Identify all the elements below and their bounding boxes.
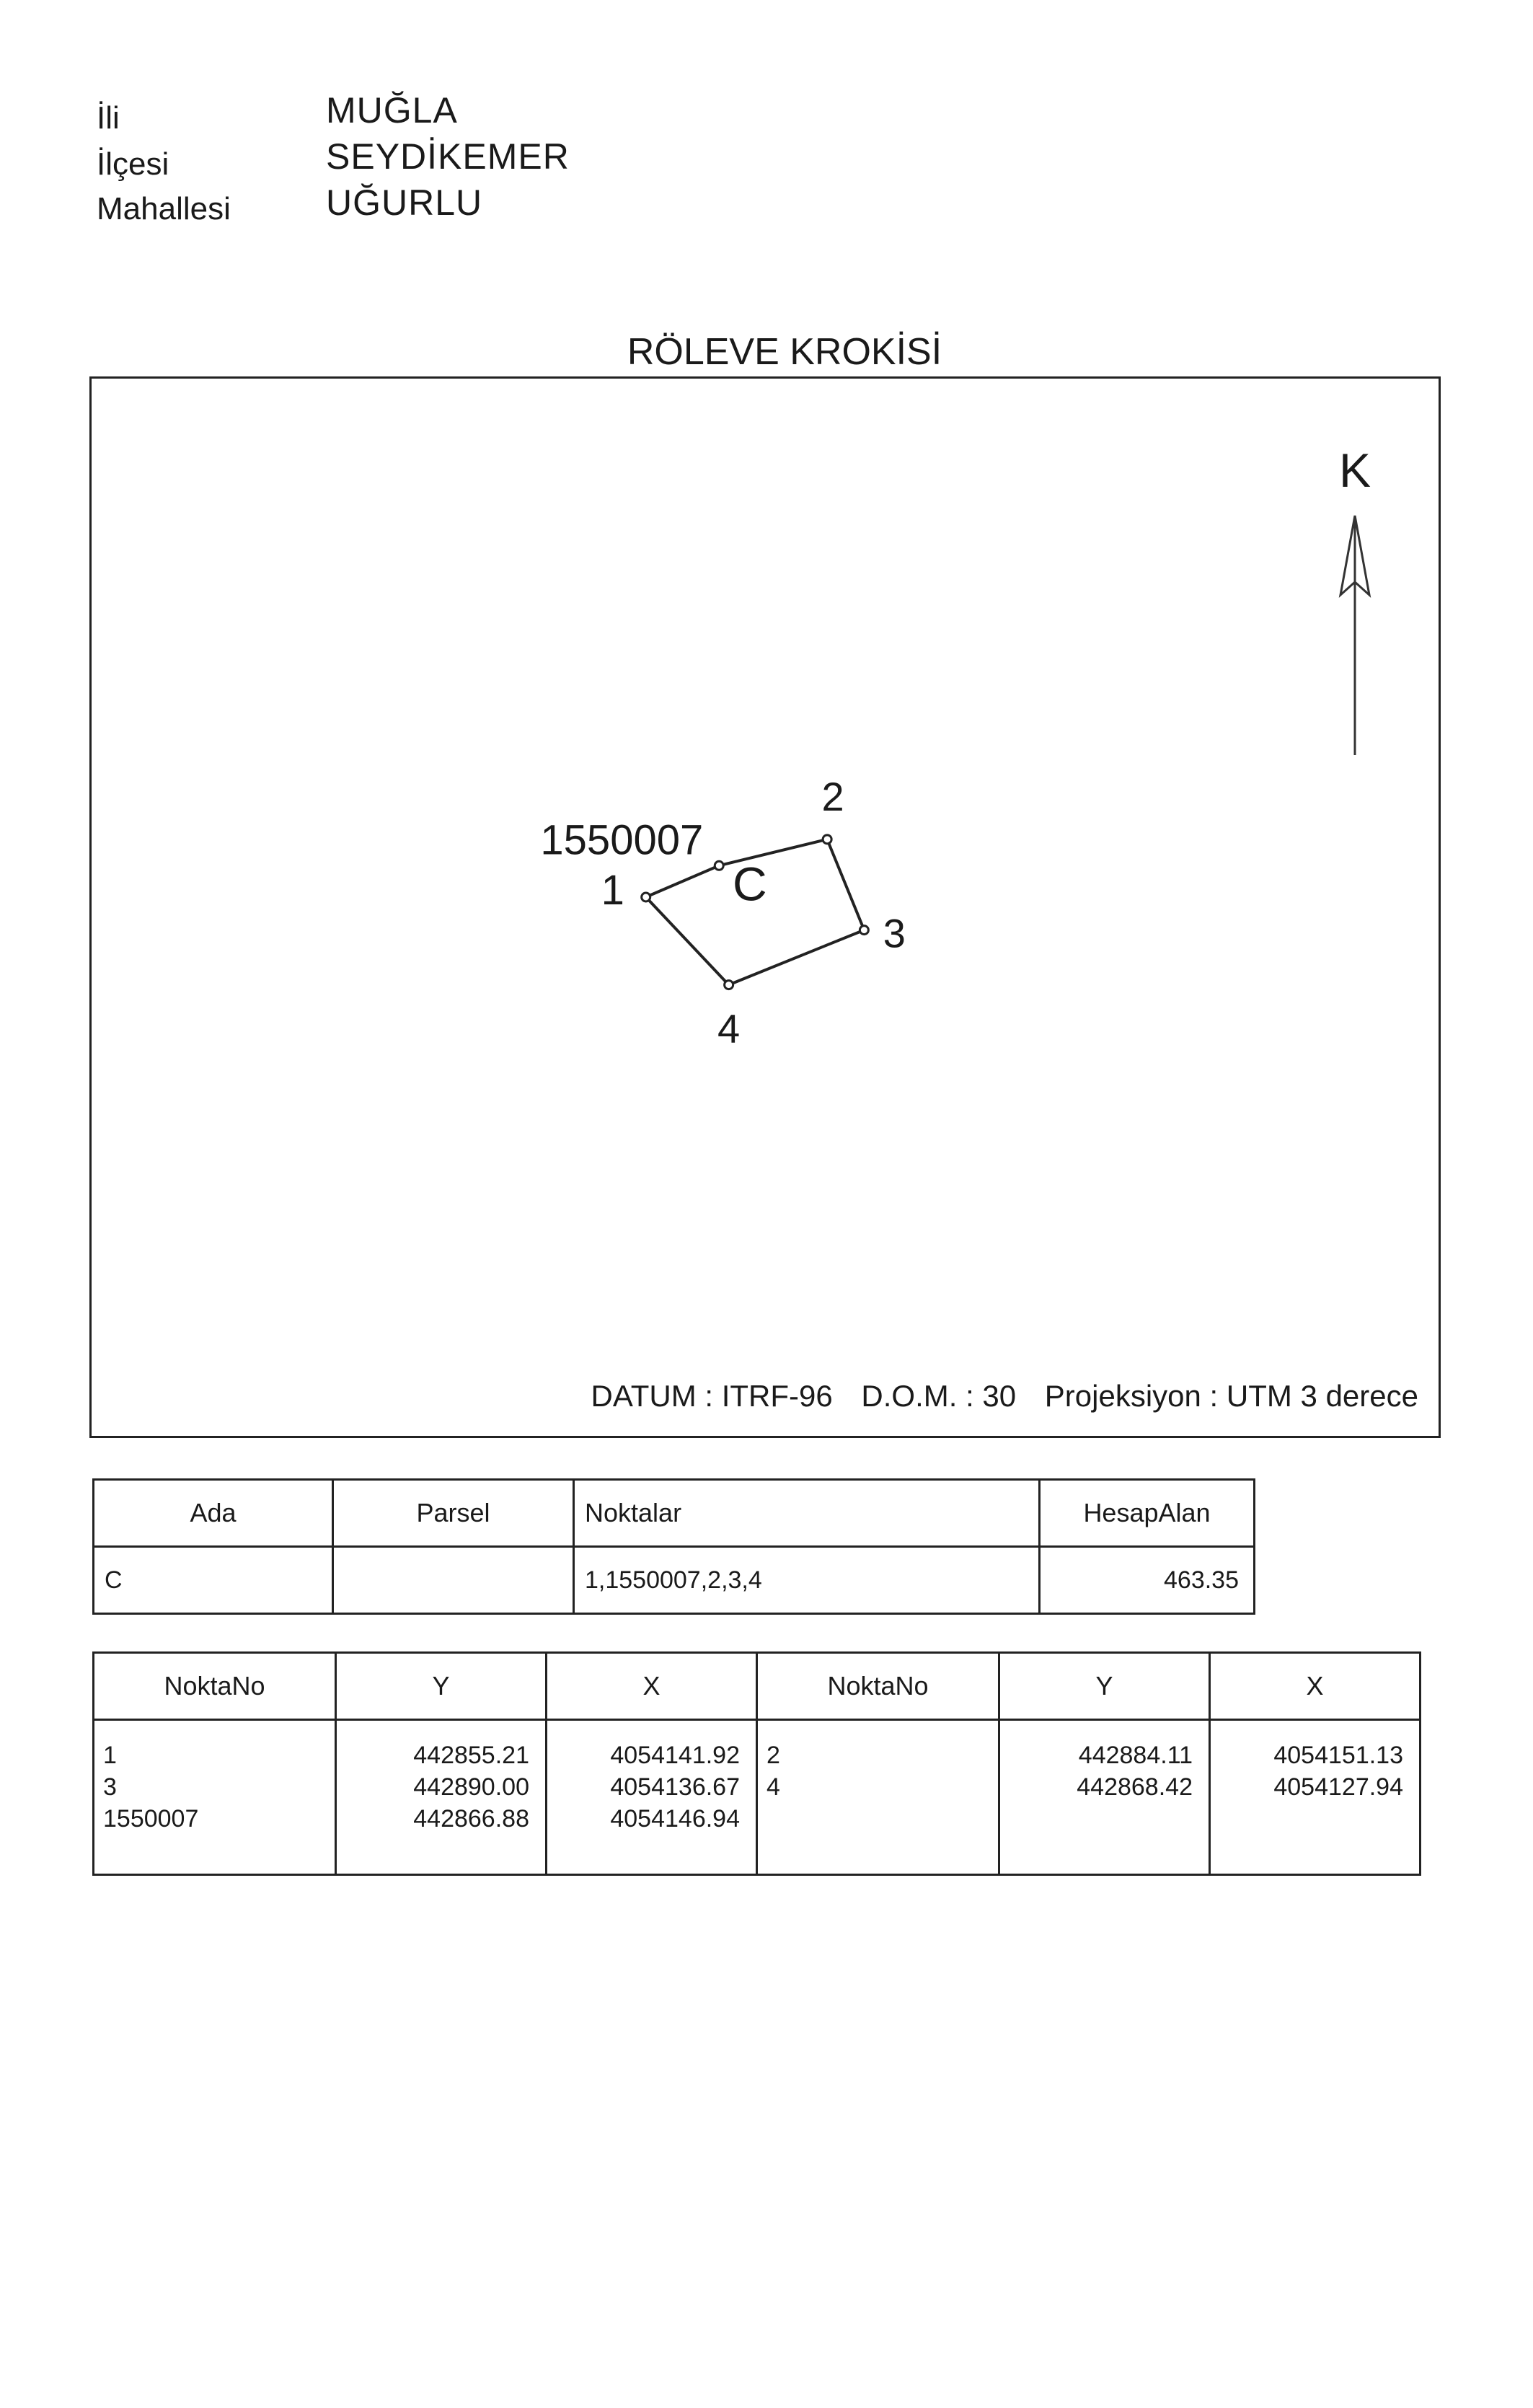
mahalle-label: Mahallesi <box>97 191 231 226</box>
point-no: 3 <box>103 1773 117 1801</box>
ilce-label: İlçesi <box>97 146 169 182</box>
vertex-marker <box>823 835 831 844</box>
header-nokta-no-left: NoktaNo <box>94 1653 336 1720</box>
header-hesap-alan: HesapAlan <box>1040 1480 1255 1547</box>
ilce-value: SEYDİKEMER <box>326 136 570 177</box>
point-y: 442866.88 <box>413 1805 529 1833</box>
cell-hesap-alan: 463.35 <box>1040 1547 1255 1614</box>
table-row <box>94 1547 1255 1614</box>
point-no: 4 <box>766 1773 780 1801</box>
parcel-sketch <box>92 379 1439 1436</box>
header-y-left: Y <box>336 1653 547 1720</box>
sketch-frame <box>89 376 1441 1438</box>
sketch-title: RÖLEVE KROKİSİ <box>627 331 942 373</box>
point-x: 4054127.94 <box>1273 1773 1403 1801</box>
projection-text: Projeksiyon : UTM 3 derece <box>1044 1379 1418 1413</box>
parcel-label: C <box>732 857 767 911</box>
point-no: 2 <box>766 1742 780 1769</box>
dom-text: D.O.M. : 30 <box>861 1379 1017 1413</box>
table-row <box>94 1720 1421 1875</box>
point-x: 4054141.92 <box>610 1742 740 1769</box>
header-x-left: X <box>547 1653 757 1720</box>
coordinate-table-header <box>94 1653 1421 1720</box>
point-y: 442890.00 <box>413 1773 529 1801</box>
point-y: 442884.11 <box>1078 1742 1193 1769</box>
header-nokta-no-right: NoktaNo <box>757 1653 999 1720</box>
il-label: İli <box>97 100 120 136</box>
header-noktalar: Noktalar <box>574 1480 1040 1547</box>
vertex-label: 1 <box>601 866 624 914</box>
mahalle-value: UĞURLU <box>326 182 483 223</box>
vertex-marker <box>642 893 650 901</box>
vertex-label: 2 <box>821 773 844 819</box>
vertex-marker <box>715 861 723 870</box>
point-no: 1 <box>103 1742 117 1769</box>
point-y: 442868.42 <box>1077 1773 1193 1801</box>
point-x: 4054151.13 <box>1273 1742 1403 1769</box>
vertex-label: 4 <box>717 1005 741 1051</box>
cell-parsel <box>333 1547 574 1614</box>
coordinate-table <box>92 1651 1421 1876</box>
cell-ada: C <box>94 1547 333 1614</box>
north-label: K <box>1338 444 1371 497</box>
point-no: 1550007 <box>103 1805 199 1833</box>
datum-text: DATUM : ITRF-96 <box>591 1379 833 1413</box>
vertex-label: 3 <box>883 910 906 956</box>
point-y: 442855.21 <box>413 1742 529 1769</box>
vertex-label: 1550007 <box>540 816 704 864</box>
north-arrow-icon <box>1340 516 1369 755</box>
il-value: MUĞLA <box>326 90 458 131</box>
point-x: 4054136.67 <box>610 1773 740 1801</box>
header-ada: Ada <box>94 1480 333 1547</box>
parcel-table-header <box>94 1480 1255 1547</box>
header-parsel: Parsel <box>333 1480 574 1547</box>
point-x: 4054146.94 <box>610 1805 740 1833</box>
datum-info <box>591 1381 1419 1411</box>
parcel-table <box>92 1478 1255 1615</box>
header-y-right: Y <box>999 1653 1210 1720</box>
cell-noktalar: 1,1550007,2,3,4 <box>574 1547 1040 1614</box>
vertex-marker <box>725 981 733 989</box>
header-x-right: X <box>1210 1653 1421 1720</box>
location-header <box>0 0 1533 238</box>
vertex-marker <box>860 926 868 935</box>
